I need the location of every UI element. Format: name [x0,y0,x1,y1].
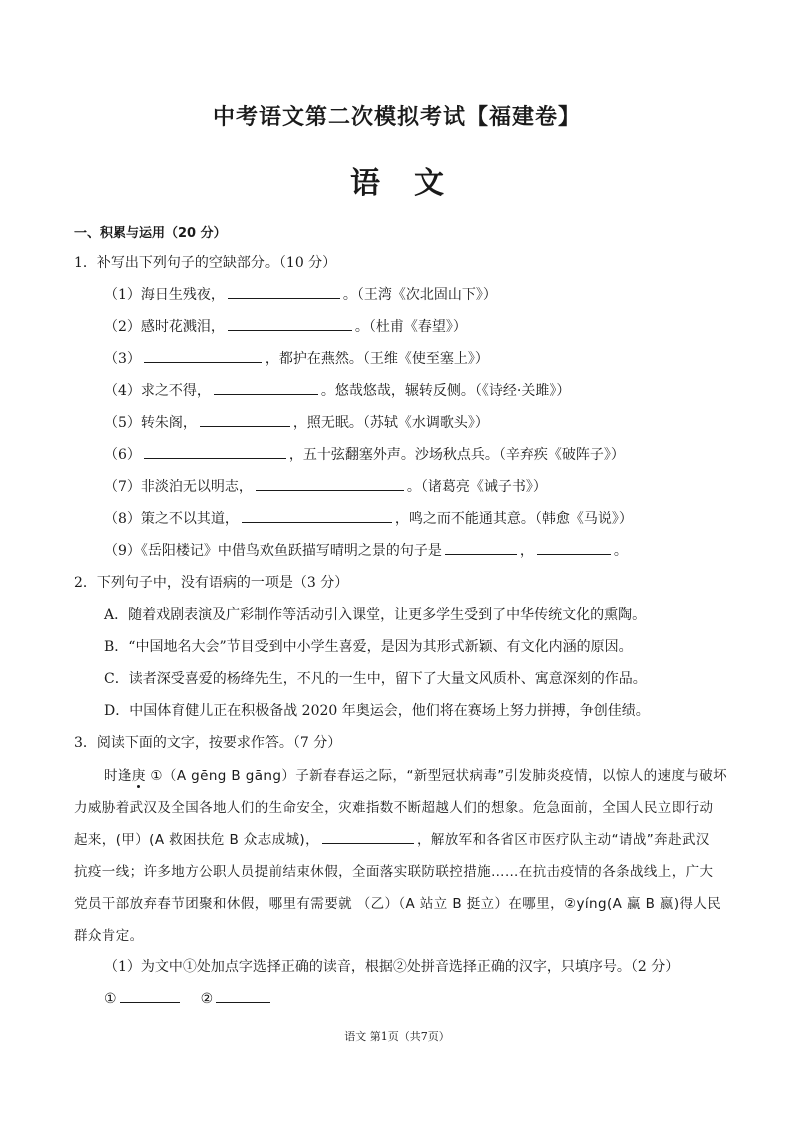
answer-blank[interactable] [144,444,286,459]
section-heading: 一、积累与运用（20 分） [74,226,227,241]
subject-title: 语文 [350,166,478,201]
answer-label-2: ② [200,991,214,1007]
answer-blank[interactable] [120,988,180,1003]
q1-item-5-pre: （5）转朱阁， [104,415,197,431]
q1-item-9-pre: （9）《岳阳楼记》中借鸟欢鱼跃描写晴明之景的句子是 [104,543,442,559]
passage-line-1-a: 时逢 [104,768,132,784]
passage-line-4: 抗疫一线；许多地方公职人员提前结束休假，全面落实联防联控措施……在抗击疫情的各条战线上，广大 [74,864,714,880]
passage-line-3 [74,828,710,848]
answer-blank[interactable] [228,284,340,299]
passage-line-1-b: ①（A gēng B gāng）子新春春运之际，“新型冠状病毒”引发肺炎疫情，以惊人的速度与破坏 [145,768,728,784]
q1-item-9-post: 。 [613,543,628,559]
answer-blank[interactable] [214,380,318,395]
answer-blank[interactable] [445,540,517,555]
q1-item-1-pre: （1）海日生残夜， [104,287,225,303]
exam-title: 中考语文第二次模拟考试【福建卷】 [212,104,581,130]
q1-item-8 [104,508,633,528]
q1-item-9-mid: ， [519,543,534,559]
passage-line-3-a: 起来，(甲）(A 救困扶危 B 众志成城)， [74,832,319,848]
passage-line-5: 党员干部放弃春节团聚和休假，哪里有需要就 （乙）（A 站立 B 挺立）在哪里，②yíng(A 赢 B 嬴)得人民 [74,896,722,912]
answer-label-1: ① [104,991,117,1007]
q1-item-7-pre: （7）非淡泊无以明志， [104,479,253,495]
q1-item-1-post: 。（王湾《次北固山下》） [342,287,497,303]
q1-item-8-post: ，鸣之而不能通其意。（韩愈《马说》） [394,511,633,527]
q1-item-3 [104,348,489,368]
passage-line-2: 力威胁着武汉及全国各地人们的生命安全，灾难指数不断超越人们的想象。危急面前，全国人民立即行动 [74,800,714,816]
q1-item-5 [104,412,489,432]
q2-option-b[interactable]: B．“中国地名大会”节目受到中小学生喜爱，是因为其形式新颖、有文化内涵的原因。 [104,639,633,655]
q1-item-7 [104,476,547,496]
passage-line-6: 群众肯定。 [74,928,144,944]
answer-blank[interactable] [256,476,404,491]
page-footer: 语文 第1页（共7页） [344,1030,450,1043]
q1-item-3-post: ，都护在燕然。（王维《使至塞上》） [264,351,489,367]
q1-item-1 [104,284,497,304]
q1-item-4-post: 。悠哉悠哉，辗转反侧。（《诗经·关雎》） [320,383,571,399]
answer-blank[interactable] [144,348,262,363]
q1-item-3-pre: （3） [104,351,141,367]
answer-blank[interactable] [200,412,290,427]
q1-item-2-pre: （2）感时花溅泪， [104,319,225,335]
q2-option-d[interactable]: D．中国体育健儿正在积极备战 2020 年奥运会，他们将在赛场上努力拼搏，争创佳绩。 [104,703,650,719]
q1-item-6 [104,444,625,464]
question-2-stem: 2．下列句子中，没有语病的一项是（3 分） [74,575,349,591]
answer-blank[interactable] [242,508,392,523]
answer-blank[interactable] [216,988,270,1003]
q1-item-2-post: 。（杜甫《春望》） [354,319,467,335]
q1-item-7-post: 。（诸葛亮《诫子书》） [406,479,547,495]
q1-item-8-pre: （8）策之不以其道， [104,511,239,527]
q1-item-4 [104,380,570,400]
q1-item-9 [104,540,628,560]
answer-blank[interactable] [537,540,611,555]
q1-item-2 [104,316,467,336]
q1-item-4-pre: （4）求之不得， [104,383,211,399]
q2-option-c[interactable]: C．读者深受喜爱的杨绛先生，不凡的一生中，留下了大量文风质朴、寓意深刻的作品。 [104,671,647,687]
q1-item-6-pre: （6） [104,447,141,463]
question-3-stem: 3．阅读下面的文字，按要求作答。（7 分） [74,735,342,751]
passage-line-1 [104,764,727,784]
passage-line-3-b: ，解放军和各省区市医疗队主动“请战”奔赴武汉 [416,832,710,848]
question-1-stem: 1．补写出下列句子的空缺部分。（10 分） [74,255,337,271]
dotted-character: 庚 [132,764,146,784]
q2-option-a[interactable]: A．随着戏剧表演及广彩制作等活动引入课堂，让更多学生受到了中华传统文化的熏陶。 [104,607,647,623]
q1-item-5-post: ，照无眠。（苏轼《水调歌头》） [292,415,489,431]
q1-item-6-post: ，五十弦翻塞外声。沙场秋点兵。（辛弃疾《破阵子》） [288,447,625,463]
answer-blank[interactable] [228,316,352,331]
q3-answer-line [104,988,273,1007]
q3-subquestion-1: （1）为文中①处加点字选择正确的读音，根据②处拼音选择正确的汉字，只填序号。（2 分） [104,959,680,975]
answer-blank[interactable] [322,829,414,844]
